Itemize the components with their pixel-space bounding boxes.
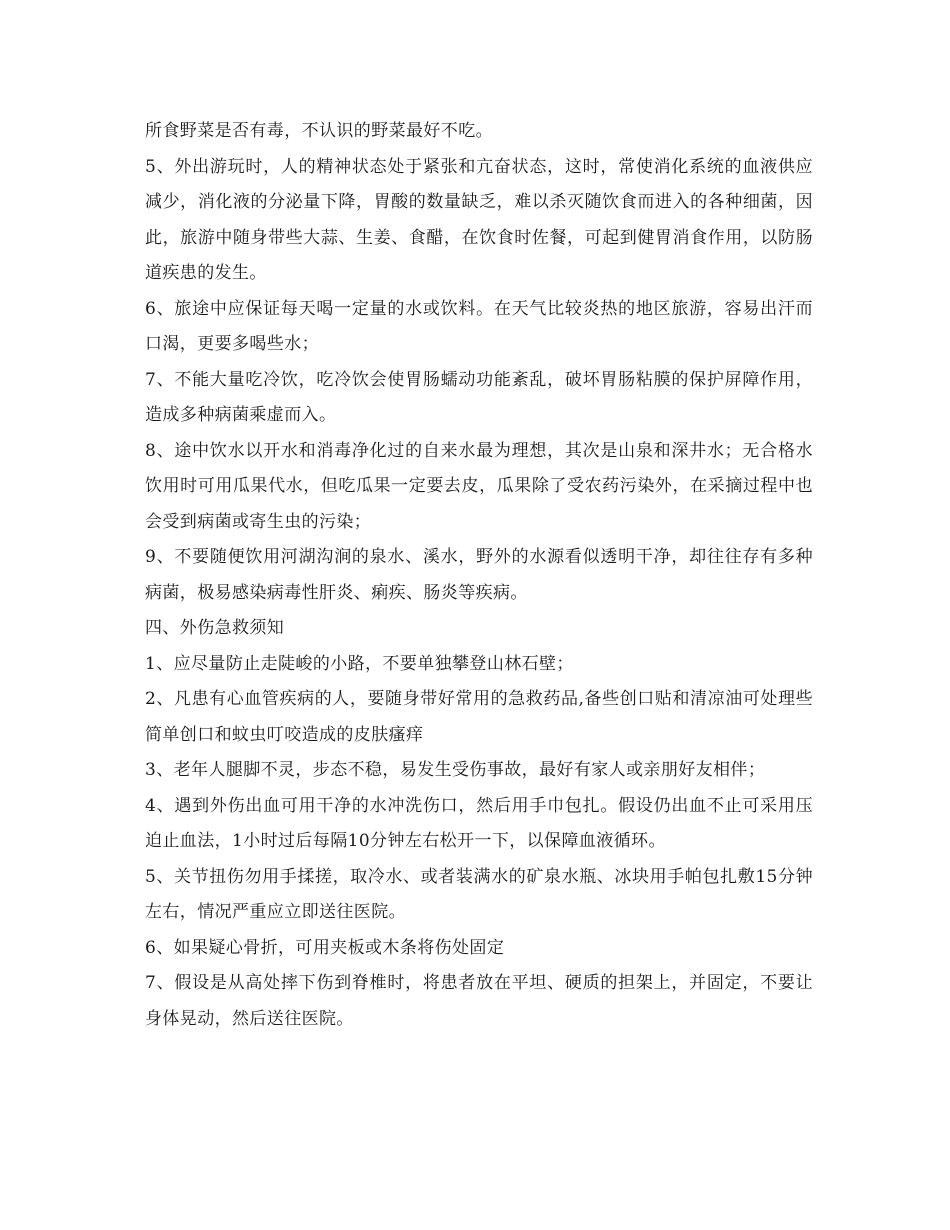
paragraph-drinking-water-source-tip: 8、途中饮水以开水和消毒净化过的自来水最为理想，其次是山泉和深井水；无合格水饮用时可用瓜果代水，但吃瓜果一定要去皮，瓜果除了受农药污染外，在采摘过程中也会受到病菌或寄生虫的污染； [145, 440, 813, 532]
paragraph-wild-water-tip: 9、不要随便饮用河湖沟涧的泉水、溪水，野外的水源看似透明干净，却往往存有多种病菌，极易感染病毒性肝炎、痢疾、肠炎等疾病。 [145, 547, 813, 603]
paragraph-drink-water-tip: 6、旅途中应保证每天喝一定量的水或饮料。在天气比较炎热的地区旅游，容易出汗而口渴，更要多喝些水； [145, 298, 813, 354]
section-heading-first-aid: 四、外伤急救须知 [145, 618, 285, 638]
paragraph-wild-vegetables: 所食野菜是否有毒，不认识的野菜最好不吃。 [145, 121, 493, 141]
paragraph-cardiovascular-tip: 2、凡患有心血管疾病的人，要随身带好常用的急救药品,备些创口贴和清凉油可处理些简单创口和蚊虫叮咬造成的皮肤瘙痒 [145, 689, 813, 745]
paragraph-cold-drinks-tip: 7、不能大量吃冷饮，吃冷饮会使胃肠蠕动功能紊乱，破坏胃肠粘膜的保护屏障作用，造成多种病菌乘虚而入。 [145, 369, 813, 425]
document-body [145, 114, 813, 1037]
paragraph-avoid-steep-paths: 1、应尽量防止走陡峻的小路，不要单独攀登山林石壁； [145, 653, 574, 674]
paragraph-fracture-tip: 6、如果疑心骨折，可用夹板或木条将伤处固定 [145, 937, 505, 958]
paragraph-sprain-tip: 5、关节扭伤勿用手揉搓，取冷水、或者装满水的矿泉水瓶、冰块用手帕包扎敷15分钟左右，情况严重应立即送往医院。 [145, 866, 813, 922]
paragraph-digestion-tip: 5、外出游玩时，人的精神状态处于紧张和亢奋状态，这时，常使消化系统的血液供应减少，消化液的分泌量下降，胃酸的数量缺乏，难以杀灭随饮食而进入的各种细菌，因此，旅游中随身带些大蒜、生姜、食醋，在饮食时佐餐，可起到健胃消食作用，以防肠道疾患的发生。 [145, 156, 813, 283]
paragraph-bleeding-tip: 4、遇到外伤出血可用干净的水冲洗伤口，然后用手巾包扎。假设仍出血不止可采用压迫止血法，1小时过后每隔10分钟左右松开一下，以保障血液循环。 [145, 795, 813, 851]
paragraph-spine-injury-tip: 7、假设是从高处摔下伤到脊椎时，将患者放在平坦、硬质的担架上，并固定，不要让身体晃动，然后送往医院。 [145, 973, 813, 1029]
paragraph-elderly-tip: 3、老年人腿脚不灵，步态不稳，易发生受伤事故，最好有家人或亲朋好友相伴； [145, 760, 766, 780]
